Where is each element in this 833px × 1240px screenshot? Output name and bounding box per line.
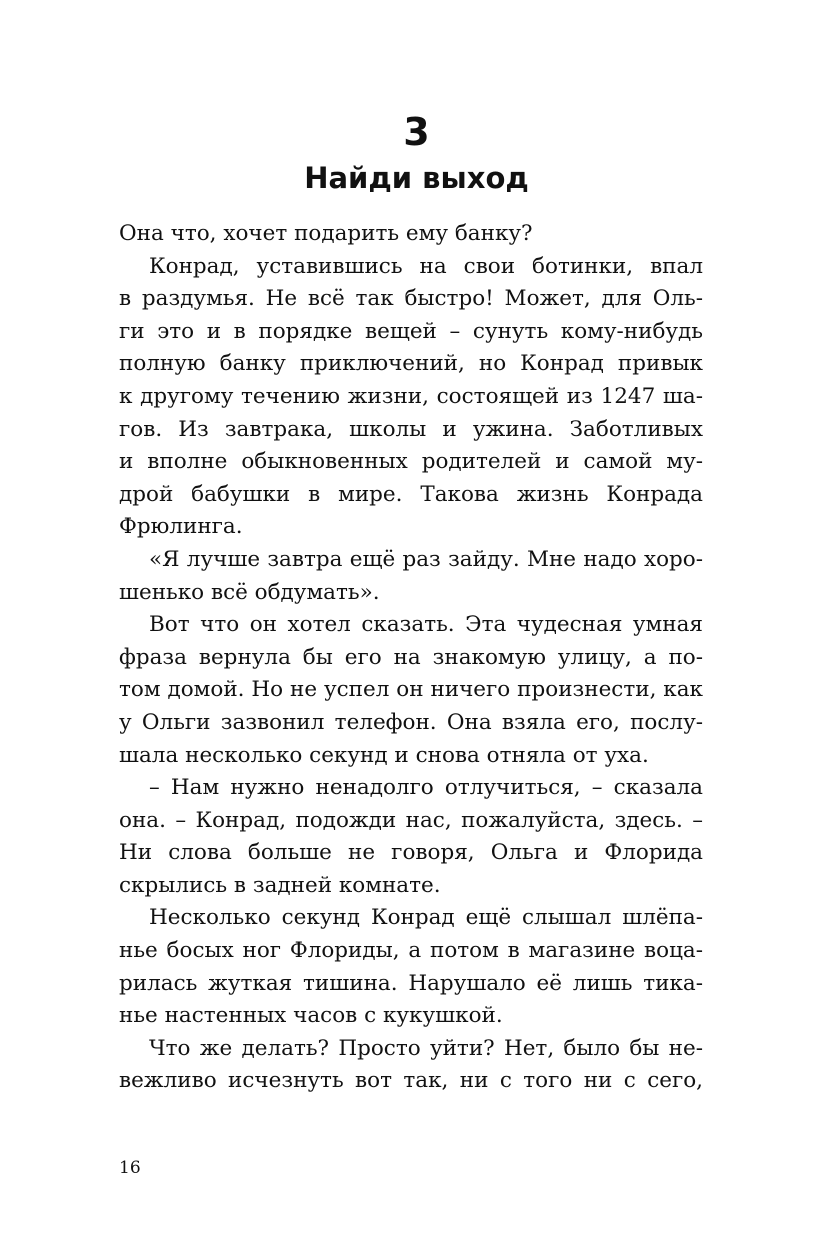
text-line: том домой. Но не успел он ничего произнести, как <box>119 677 703 703</box>
text-line: ги это и в порядке вещей – сунуть кому-нибудь <box>119 318 703 344</box>
text-line: фраза вернула бы его на знакомую улицу, а по- <box>119 644 703 670</box>
text-line: гов. Из завтрака, школы и ужина. Заботливых <box>119 416 703 442</box>
text-line: шала несколько секунд и снова отняла от уха. <box>119 742 649 768</box>
body-text <box>119 218 703 1098</box>
text-line: нье настенных часов с кукушкой. <box>119 1003 503 1029</box>
text-line: скрылись в задней комнате. <box>119 872 441 898</box>
text-line: – Нам нужно ненадолго отлучиться, – сказала <box>149 775 703 801</box>
text-line: вежливо исчезнуть вот так, ни с того ни с сего, <box>119 1068 703 1094</box>
text-line: нье босых ног Флориды, а потом в магазине воца- <box>119 938 703 964</box>
text-line: дрой бабушки в мире. Такова жизнь Конрада <box>119 481 703 507</box>
text-line: у Ольги зазвонил телефон. Она взяла его, послу- <box>119 709 703 735</box>
text-line: в раздумья. Не всё так быстро! Может, для Оль- <box>119 286 703 312</box>
text-line: Фрюлинга. <box>119 514 243 540</box>
text-line: полную банку приключений, но Конрад привык <box>119 351 703 377</box>
text-line: рилась жуткая тишина. Нарушало её лишь тика- <box>119 970 703 996</box>
text-line: «Я лучше завтра ещё раз зайду. Мне надо хоро- <box>149 546 703 572</box>
chapter-number: 3 <box>403 110 430 154</box>
page-number: 16 <box>119 1158 141 1178</box>
text-line: Вот что он хотел сказать. Эта чудесная умная <box>149 612 703 638</box>
text-line: Несколько секунд Конрад ещё слышал шлёпа- <box>149 905 703 931</box>
text-line: шенько всё обдумать». <box>119 579 380 605</box>
text-line: Что же делать? Просто уйти? Нет, было бы не- <box>149 1035 703 1061</box>
text-line: к другому течению жизни, состоящей из 1247 ша- <box>119 383 703 409</box>
text-line: Она что, хочет подарить ему банку? <box>119 221 533 246</box>
text-line: и вполне обыкновенных родителей и самой му- <box>119 449 703 475</box>
chapter-title: Найди выход <box>304 161 529 195</box>
text-line: Конрад, уставившись на свои ботинки, впал <box>149 253 703 279</box>
text-line: она. – Конрад, подожди нас, пожалуйста, здесь. – <box>119 807 703 833</box>
text-line: Ни слова больше не говоря, Ольга и Флорида <box>119 840 703 866</box>
